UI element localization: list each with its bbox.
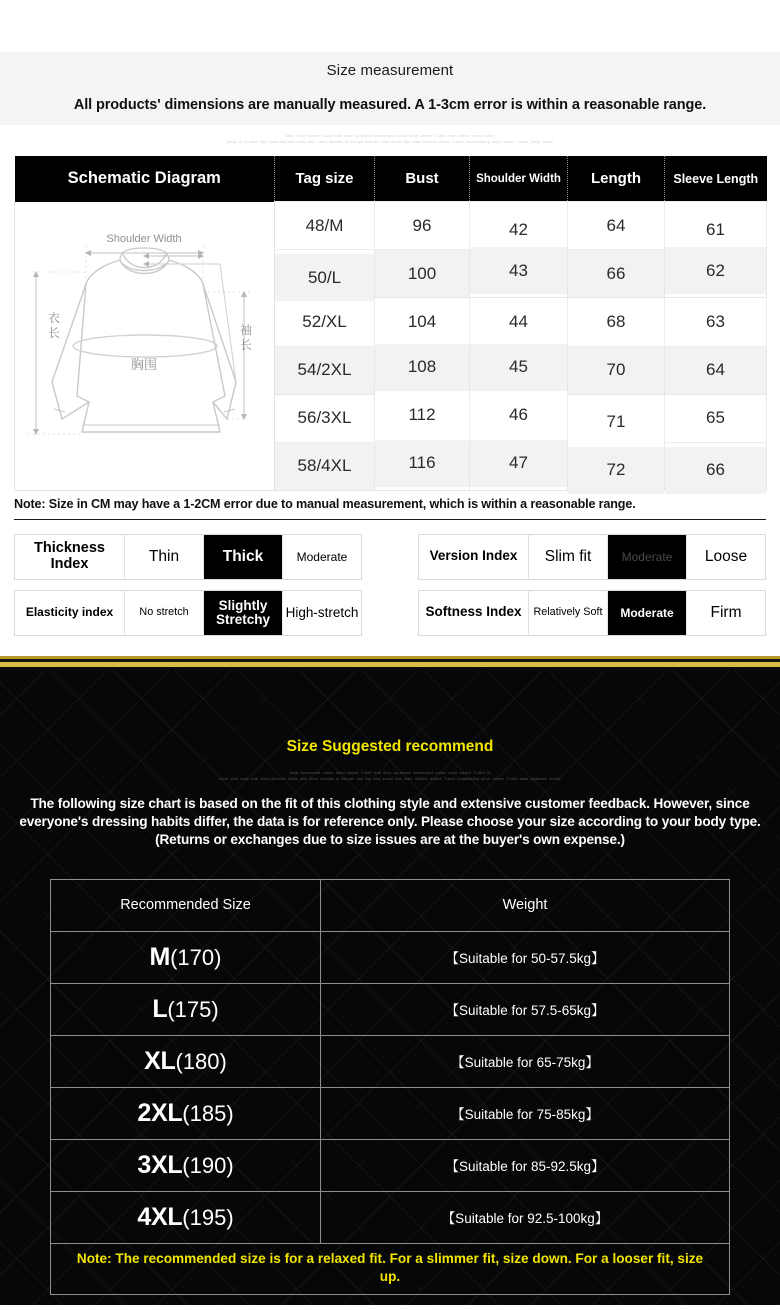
cell-bust: 104 [375,298,470,346]
cell-tag-size: 54/2XL [275,346,375,394]
cell-sleeve: 62 [665,247,767,295]
softness-index-row [418,590,766,636]
recommend-paragraph: The following size chart is based on the fit of this clothing style and extensive customer feedback. However, since everyone's dressing habits differ, the data is for reference only. Please choose your size according to your body type. (Returns or exchanges due to size issues are at the buyer's own expense.) [19,795,761,847]
thickness-index-row [14,534,362,580]
cell-shoulder: 44 [470,298,568,346]
recommend-note: Note: The recommended size is for a relaxed fit. For a slimmer fit, size down. For a looser fit, size up. [50,1244,730,1295]
size-label: XL [144,1046,176,1075]
column-header-recommended-size: Recommended Size [51,879,321,931]
index-column-left [14,534,362,646]
table-row [51,983,730,1035]
cell-recommended-size [51,1035,321,1087]
cell-sleeve: 61 [665,206,767,254]
measurement-subtitle: All products' dimensions are manually measured. A 1-3cm error is within a reasonable range. [73,97,707,113]
size-label: M [149,942,171,971]
column-header-bust: Bust [375,156,470,202]
table-row [15,202,767,250]
schematic-diagram-cell [15,202,275,491]
cell-bust: 96 [375,202,470,250]
cell-bust: 108 [375,343,470,391]
top-spacer [0,0,780,52]
page-title: Size measurement [326,62,454,79]
size-height: (175) [167,996,219,1022]
gold-divider-band [0,656,780,670]
cell-recommended-size [51,983,321,1035]
cell-tag-size: 50/L [275,254,375,302]
cell-shoulder: 42 [470,206,568,254]
cell-weight-range: 【Suitable for 65-75kg】 [321,1035,730,1087]
softness-index-label: Softness Index [419,591,529,635]
column-header-schematic-diagram: Schematic Diagram [15,156,275,202]
cell-tag-size: 48/M [275,202,375,250]
column-header-sleeve-length: Sleeve Length [665,156,767,202]
diagram-label-sleeve-length-char2: 长 [239,337,252,352]
elasticity-index-row [14,590,362,636]
diagram-label-garment-length-char1: 衣 [47,310,60,325]
thickness-option-thick[interactable]: Thick [204,535,283,579]
cell-bust: 116 [375,439,470,487]
size-height: (170) [170,944,222,970]
table-row [51,1191,730,1243]
measurement-note: Note: Size in CM may have a 1-2CM error due to manual measurement, which is within a reasonable range. [14,496,636,511]
softness-option-relatively-soft[interactable]: Relatively Soft [529,591,608,635]
elasticity-option-high-stretch[interactable]: High-stretch [285,604,359,620]
cell-sleeve: 64 [665,346,767,394]
size-label: 2XL [137,1098,183,1127]
table-row [51,1139,730,1191]
thickness-option-moderate[interactable]: Moderate [296,549,348,564]
elasticity-index-label: Elasticity index [15,591,125,635]
size-table-header-row [15,156,767,202]
cell-shoulder: 47 [470,439,568,487]
elasticity-option-slightly-stretchy[interactable]: Slightly Stretchy [204,591,283,635]
size-label: 3XL [137,1150,183,1179]
cell-shoulder: 43 [470,247,568,295]
cell-recommended-size [51,1087,321,1139]
table-row [51,1087,730,1139]
cell-tag-size: 56/3XL [275,394,375,442]
version-option-loose[interactable]: Loose [704,547,748,565]
column-header-length: Length [568,156,665,202]
diagram-label-shoulder-width: Shoulder Width [105,232,182,245]
cell-tag-size: 58/4XL [275,442,375,490]
cell-sleeve: 65 [665,394,767,442]
decorative-microtext-bottom [0,756,780,789]
cell-bust: 112 [375,391,470,439]
thickness-option-thin[interactable]: Thin [125,535,204,579]
diagram-label-garment-length-char2: 长 [47,325,60,340]
microtext-line-3: Anial mercerized cotton short sleeve T-shirt half neck up-alumni mercerized cotton short sleeve T-shirt fit [289,770,491,775]
table-row [51,931,730,983]
cell-length: 70 [568,346,665,394]
size-label: 4XL [137,1202,183,1231]
microtext-line-2: dress of rt male tide cloud-adorned shirts with short sleeves in Europe and the new social tide male flowers leisure T-shirt modelsdating short sleeve T-shirt mens Japan [226,140,554,145]
size-height: (180) [175,1048,227,1074]
cell-length: 68 [568,298,665,346]
cell-length: 71 [568,398,665,446]
index-column-right [418,534,766,646]
column-header-shoulder-width: Shoulder Width [470,156,568,202]
measurement-banner [0,52,780,125]
microtext-line-1: ation short sleeve T-shirt half neck up-alumni mercerized cotton short sleeve T-shirt man edition round collar [285,134,495,138]
recommend-table-header-row [51,879,730,931]
size-measurement-table [14,156,767,491]
size-height: (190) [182,1152,234,1178]
cell-weight-range: 【Suitable for 85-92.5kg】 [321,1139,730,1191]
attribute-index-area [0,520,780,646]
version-index-label: Version Index [419,535,529,579]
softness-option-firm[interactable]: Firm [710,603,742,621]
recommended-size-table [50,879,730,1244]
cell-sleeve: 66 [665,446,767,494]
recommend-table-container [0,849,780,1244]
column-header-weight: Weight [321,879,730,931]
size-table-container [0,156,780,491]
decorative-microtext-top [0,125,780,156]
cell-recommended-size [51,931,321,983]
diagram-label-sleeve-length-char1: 袖 [239,322,252,337]
recommend-title: Size Suggested recommend [286,737,494,755]
size-recommendation-section [0,670,780,1305]
version-option-slim-fit[interactable]: Slim fit [529,535,608,579]
size-label: L [152,994,168,1023]
version-index-row [418,534,766,580]
column-header-tag-size: Tag size [275,156,375,202]
version-option-moderate[interactable]: Moderate [608,535,687,579]
table-row [51,1035,730,1087]
size-height: (195) [182,1204,234,1230]
cell-shoulder: 46 [470,391,568,439]
cell-bust: 100 [375,250,470,298]
microtext-line-4: trend shirt male tide cloud-adorned shirts with short sleeves in Europe and the new social tide male flowers leisure T-shirt modeldating short sleeve T-shirt male japanese mobile [219,777,561,782]
cell-recommended-size [51,1191,321,1243]
softness-option-moderate[interactable]: Moderate [608,591,687,635]
cell-weight-range: 【Suitable for 57.5-65kg】 [321,983,730,1035]
cell-sleeve: 63 [665,298,767,346]
thickness-index-label: Thickness Index [15,535,125,579]
cell-length: 66 [568,250,665,298]
cell-weight-range: 【Suitable for 50-57.5kg】 [321,931,730,983]
size-height: (185) [182,1100,234,1126]
cell-recommended-size [51,1139,321,1191]
diagram-label-bust: 胸围 [130,357,157,373]
tshirt-schematic-icon [20,206,270,486]
cell-shoulder: 45 [470,343,568,391]
cell-length: 72 [568,446,665,494]
cell-length: 64 [568,202,665,250]
cell-tag-size: 52/XL [275,298,375,346]
cell-weight-range: 【Suitable for 75-85kg】 [321,1087,730,1139]
elasticity-option-no-stretch[interactable]: No stretch [125,591,204,635]
cell-weight-range: 【Suitable for 92.5-100kg】 [321,1191,730,1243]
